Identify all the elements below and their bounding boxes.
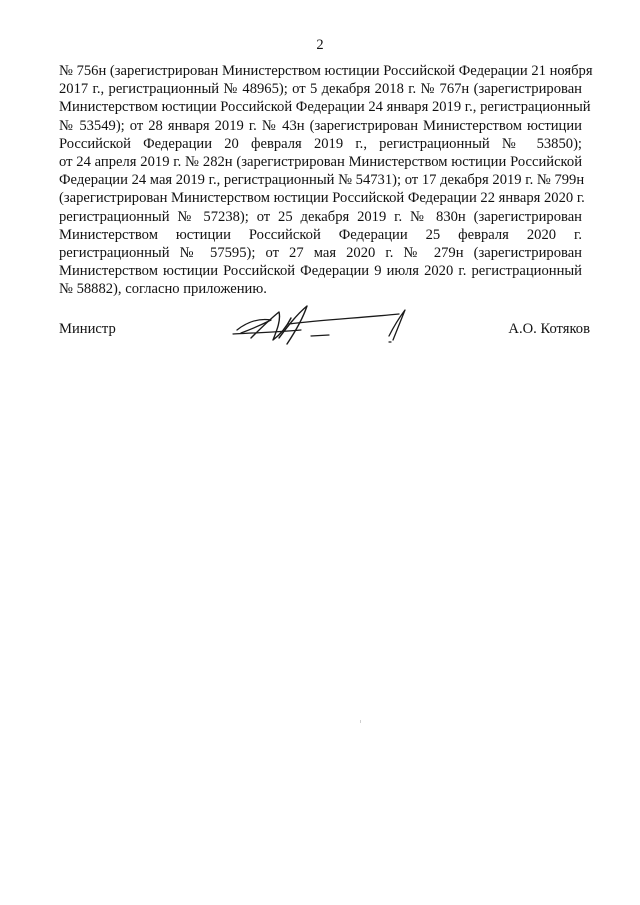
scan-speck: [360, 720, 361, 723]
signer-name: А.О. Котяков: [508, 321, 590, 337]
body-line: Министерством юстиции Российской Федерации 24 января 2019 г., регистрационный: [59, 99, 591, 116]
body-line: (зарегистрирован Министерством юстиции Российской Федерации 22 января 2020 г.: [59, 190, 585, 207]
page-number: 2: [316, 37, 324, 53]
body-line: от 24 апреля 2019 г. № 282н (зарегистрирован Министерством юстиции Российской: [59, 153, 582, 170]
body-line: № 58882), согласно приложению.: [59, 281, 267, 298]
body-line: № 756н (зарегистрирован Министерством юстиции Российской Федерации 21 ноября: [59, 63, 593, 79]
body-line: Министерством юстиции Российской Федерации 25 февраля 2020 г.: [59, 226, 582, 243]
body-line: регистрационный № 57238); от 25 декабря 2019 г. № 830н (зарегистрирован: [59, 208, 582, 225]
signature-block: [59, 300, 590, 360]
body-line: Российской Федерации 20 февраля 2019 г., регистрационный № 53850);: [59, 135, 582, 152]
body-line: 2017 г., регистрационный № 48965); от 5 декабря 2018 г. № 767н (зарегистрирован: [59, 81, 582, 98]
body-line: регистрационный № 57595); от 27 мая 2020 г. № 279н (зарегистрирован: [59, 244, 582, 261]
signer-title: Министр: [59, 321, 116, 337]
body-line: № 53549); от 28 января 2019 г. № 43н (зарегистрирован Министерством юстиции: [59, 117, 582, 134]
body-line: Федерации 24 мая 2019 г., регистрационный № 54731); от 17 декабря 2019 г. № 799н: [59, 172, 585, 189]
body-paragraph: [59, 62, 593, 298]
handwritten-signature: [229, 300, 419, 355]
body-line: Министерством юстиции Российской Федерации 9 июля 2020 г. регистрационный: [59, 263, 582, 280]
